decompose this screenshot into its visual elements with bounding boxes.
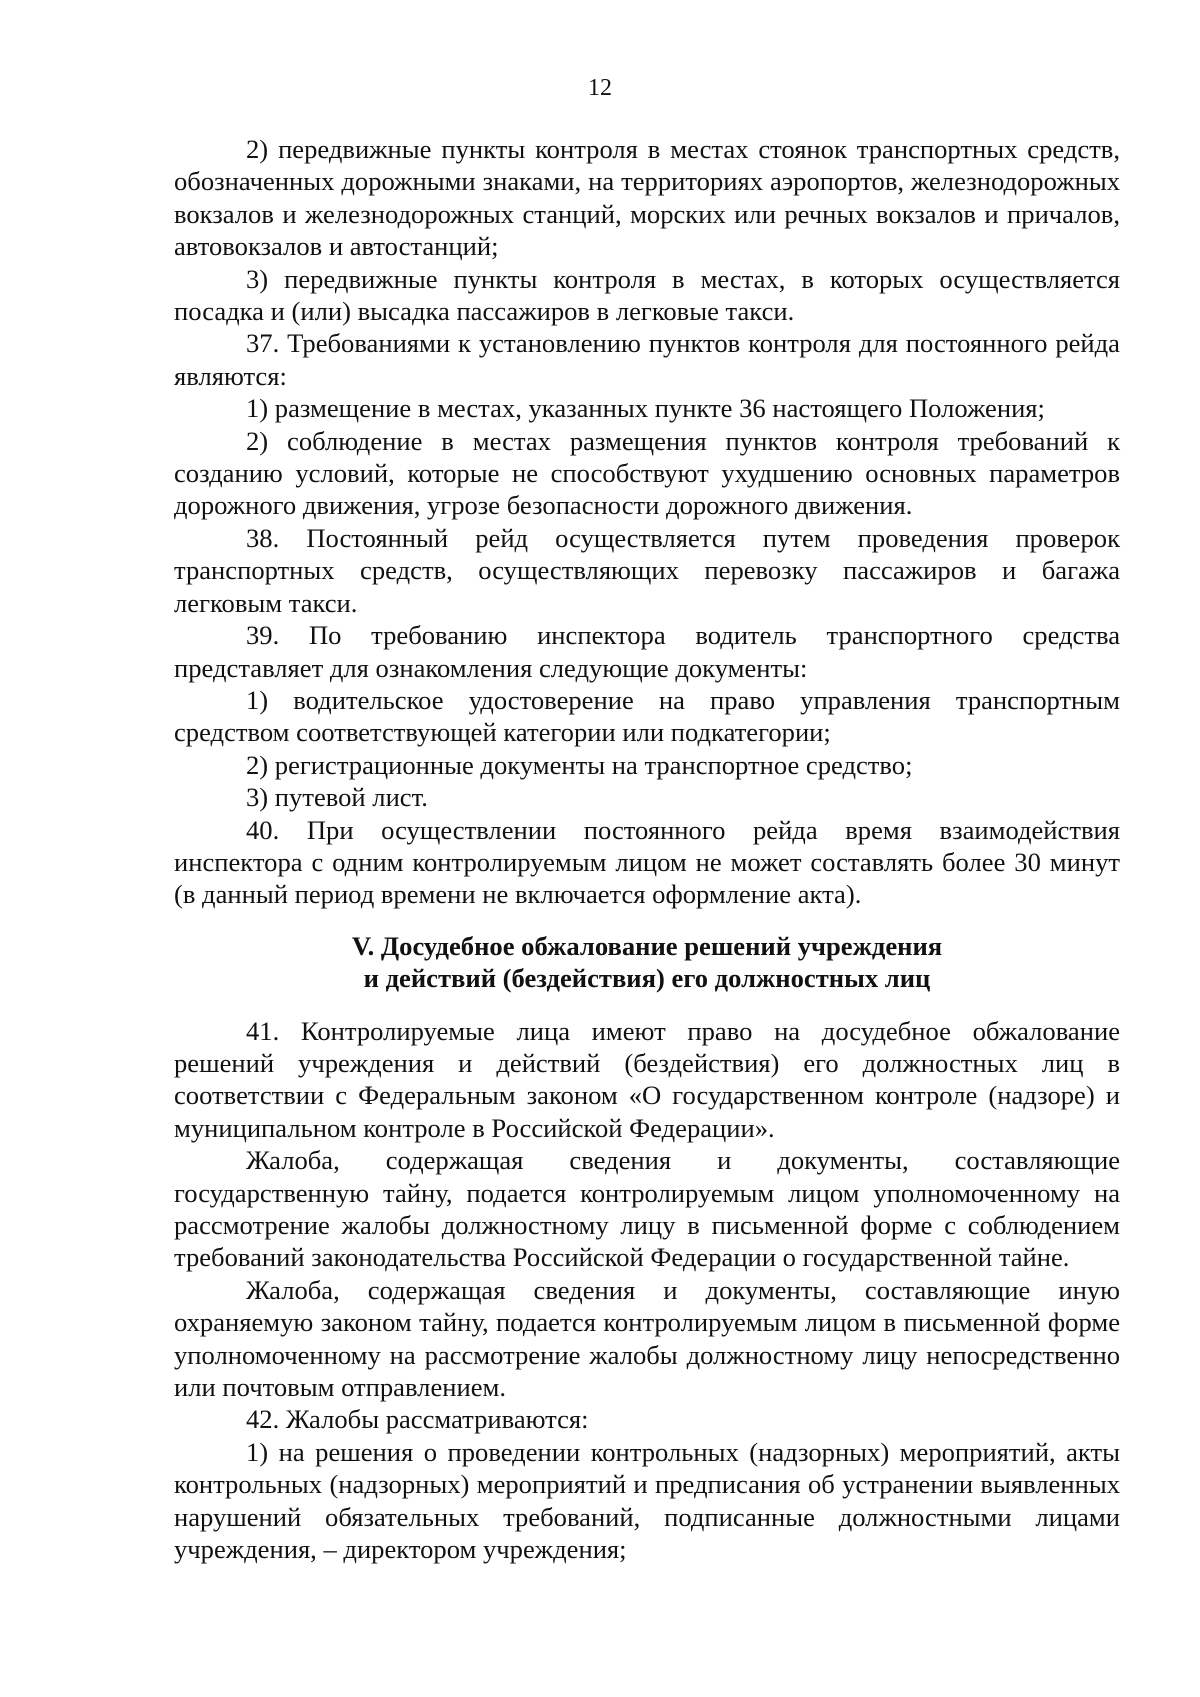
paragraph: 1) на решения о проведении контрольных (надзорных) мероприятий, акты контрольных (надзорных) мероприятий и предписания об устранении выявленных нарушений обязательных требований, подписанные должностными лицами учреждения, – директором учреждения; [174,1436,1120,1565]
spacer [174,911,1120,930]
paragraph: Жалоба, содержащая сведения и документы, составляющие иную охраняемую законом тайну, подается контролируемым лицом в письменной форме уполномоченному на рассмотрение жалобы должностному лицу непосредственно или почтовым отправлением. [174,1274,1120,1403]
document-body [174,133,1120,1565]
paragraph: 2) регистрационные документы на транспортное средство; [246,749,913,780]
paragraph: 39. По требованию инспектора водитель транспортного средства представляет для ознакомления следующие документы: [174,620,1120,683]
paragraph: 42. Жалобы рассматриваются: [246,1404,589,1435]
spacer [174,995,1120,1015]
section-heading-line-1: V. Досудебное обжалование решений учреждения [351,930,943,961]
paragraph: Жалоба, содержащая сведения и документы, составляющие государственную тайну, подается контролируемым лицом уполномоченному на рассмотрение жалобы должностному лицу в письменной форме с соблюдением требований законодательства Российской Федерации о государственной тайне. [174,1145,1120,1273]
section-heading [174,930,1120,995]
paragraph: 41. Контролируемые лица имеют право на досудебное обжалование решений учреждения и действий (бездействия) его должностных лиц в соответствии с Федеральным законом «О государственном контроле (надзоре) и муниципальном контроле в Российской Федерации». [174,1015,1120,1143]
paragraph: 40. При осуществлении постоянного рейда время взаимодействия инспектора с одним контролируемым лицом не может составлять более 30 минут (в данный период времени не включается оформление акта). [174,814,1120,910]
paragraph: 2) передвижные пункты контроля в местах стоянок транспортных средств, обозначенных дорожными знаками, на территориях аэропортов, железнодорожных вокзалов и железнодорожных станций, морских или речных вокзалов и причалов, автовокзалов и автостанций; [174,134,1120,262]
paragraph: 3) путевой лист. [246,782,428,813]
paragraph: 38. Постоянный рейд осуществляется путем проведения проверок транспортных средств, осуществляющих перевозку пассажиров и багажа легковым такси. [174,522,1120,618]
paragraph: 1) водительское удостоверение на право управления транспортным средством соответствующей категории или подкатегории; [174,684,1120,748]
paragraph: 37. Требованиями к установлению пунктов контроля для постоянного рейда являются: [174,328,1120,391]
paragraph: 2) соблюдение в местах размещения пунктов контроля требований к созданию условий, которые не способствуют ухудшению основных параметров дорожного движения, угрозе безопасности дорожного движения. [174,425,1120,521]
paragraph: 1) размещение в местах, указанных пункте 36 настоящего Положения; [246,393,1045,424]
page-number: 12 [588,75,612,101]
paragraph: 3) передвижные пункты контроля в местах, в которых осуществляется посадка и (или) высадка пассажиров в легковые такси. [174,263,1120,327]
section-heading-line-2: и действий (бездействия) его должностных лиц [363,963,931,994]
